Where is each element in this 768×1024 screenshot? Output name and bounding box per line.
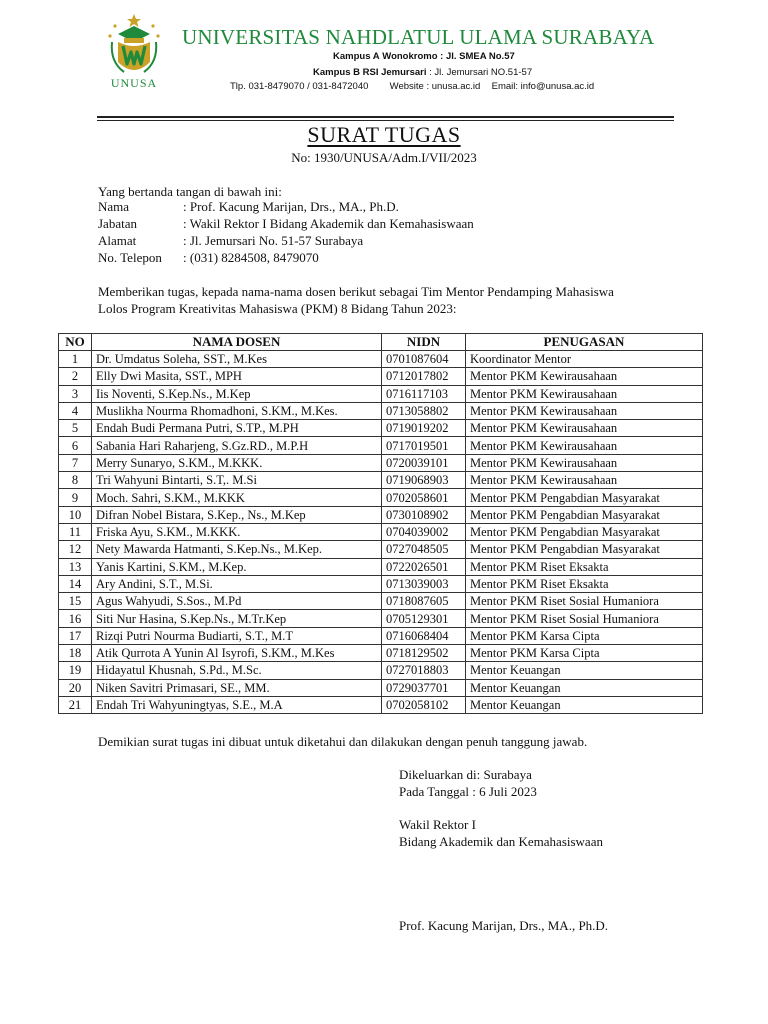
cell-name: Hidayatul Khusnah, S.Pd., M.Sc. — [92, 662, 382, 679]
cell-assignment: Mentor PKM Karsa Cipta — [466, 645, 703, 662]
cell-nidn: 0705129301 — [382, 610, 466, 627]
cell-name: Iis Noventi, S.Kep.Ns., M.Kep — [92, 385, 382, 402]
cell-assignment: Mentor PKM Pengabdian Masyarakat — [466, 506, 703, 523]
cell-assignment: Mentor Keuangan — [466, 662, 703, 679]
cell-assignment: Mentor PKM Kewirausahaan — [466, 402, 703, 419]
signer-address-label: Alamat — [98, 233, 137, 248]
cell-nidn: 0716068404 — [382, 627, 466, 644]
table-row — [59, 627, 703, 644]
table-row — [59, 420, 703, 437]
cell-no: 15 — [59, 593, 92, 610]
cell-name: Muslikha Nourma Rhomadhoni, S.KM., M.Kes. — [92, 402, 382, 419]
signer-name-value: : Prof. Kacung Marijan, Drs., MA., Ph.D. — [183, 199, 399, 214]
cell-nidn: 0701087604 — [382, 351, 466, 368]
document-number: No: 1930/UNUSA/Adm.I/VII/2023 — [291, 150, 477, 165]
table-row — [59, 472, 703, 489]
cell-no: 5 — [59, 420, 92, 437]
cell-nidn: 0713039003 — [382, 575, 466, 592]
table-row — [59, 541, 703, 558]
letterhead-divider-thin — [97, 120, 674, 121]
cell-name: Merry Sunaryo, S.KM., M.KKK. — [92, 454, 382, 471]
cell-assignment: Mentor PKM Riset Sosial Humaniora — [466, 610, 703, 627]
cell-nidn: 0722026501 — [382, 558, 466, 575]
cell-no: 13 — [59, 558, 92, 575]
cell-no: 9 — [59, 489, 92, 506]
signer-name: Prof. Kacung Marijan, Drs., MA., Ph.D. — [399, 918, 609, 933]
campus-b-address — [313, 67, 532, 78]
cell-no: 17 — [59, 627, 92, 644]
cell-nidn: 0720039101 — [382, 454, 466, 471]
cell-no: 4 — [59, 402, 92, 419]
issued-date: Pada Tanggal : 6 Juli 2023 — [399, 784, 537, 799]
cell-name: Ary Andini, S.T., M.Si. — [92, 575, 382, 592]
cell-assignment: Mentor PKM Kewirausahaan — [466, 472, 703, 489]
table-row — [59, 558, 703, 575]
cell-nidn: 0729037701 — [382, 679, 466, 696]
cell-assignment: Mentor PKM Kewirausahaan — [466, 368, 703, 385]
phone-numbers: Tlp. 031-8479070 / 031-8472040 — [230, 81, 369, 92]
cell-no: 16 — [59, 610, 92, 627]
signer-name-label: Nama — [98, 199, 130, 214]
signer-phone-label: No. Telepon — [98, 250, 162, 265]
closing-statement: Demikian surat tugas ini dibuat untuk diketahui dan dilakukan dengan penuh tanggung jawab. — [98, 734, 588, 749]
cell-nidn: 0704039002 — [382, 523, 466, 540]
cell-assignment: Mentor PKM Riset Eksakta — [466, 575, 703, 592]
cell-nidn: 0719019202 — [382, 420, 466, 437]
table-row — [59, 454, 703, 471]
cell-name: Tri Wahyuni Bintarti, S.T,. M.Si — [92, 472, 382, 489]
header-no: NO — [59, 334, 92, 351]
intro-text: Yang bertanda tangan di bawah ini: — [98, 184, 282, 199]
cell-name: Dr. Umdatus Soleha, SST., M.Kes — [92, 351, 382, 368]
cell-nidn: 0702058601 — [382, 489, 466, 506]
cell-no: 18 — [59, 645, 92, 662]
cell-no: 12 — [59, 541, 92, 558]
assignment-text-line2: Lolos Program Kreativitas Mahasiswa (PKM) 8 Bidang Tahun 2023: — [98, 301, 457, 316]
cell-assignment: Mentor PKM Karsa Cipta — [466, 627, 703, 644]
cell-name: Endah Budi Permana Putri, S.TP., M.PH — [92, 420, 382, 437]
cell-no: 6 — [59, 437, 92, 454]
email: Email: info@unusa.ac.id — [491, 81, 595, 92]
cell-name: Niken Savitri Primasari, SE., MM. — [92, 679, 382, 696]
header-nidn: NIDN — [382, 334, 466, 351]
cell-name: Difran Nobel Bistara, S.Kep., Ns., M.Kep — [92, 506, 382, 523]
cell-nidn: 0713058802 — [382, 402, 466, 419]
campus-b-label: Kampus B RSI Jemursari — [313, 67, 427, 78]
cell-assignment: Mentor PKM Kewirausahaan — [466, 437, 703, 454]
cell-name: Sabania Hari Raharjeng, S.Gz.RD., M.P.H — [92, 437, 382, 454]
cell-no: 3 — [59, 385, 92, 402]
contact-line — [230, 81, 594, 92]
cell-assignment: Mentor PKM Kewirausahaan — [466, 385, 703, 402]
signer-phone-value: : (031) 8284508, 8479070 — [183, 250, 319, 265]
header-nama-dosen: NAMA DOSEN — [92, 334, 382, 351]
cell-assignment: Mentor PKM Pengabdian Masyarakat — [466, 541, 703, 558]
cell-assignment: Mentor PKM Kewirausahaan — [466, 420, 703, 437]
cell-name: Rizqi Putri Nourma Budiarti, S.T., M.T — [92, 627, 382, 644]
cell-nidn: 0717019501 — [382, 437, 466, 454]
cell-nidn: 0716117103 — [382, 385, 466, 402]
header-penugasan: PENUGASAN — [466, 334, 703, 351]
campus-a-label: Kampus A — [333, 51, 380, 62]
table-row — [59, 575, 703, 592]
signer-position-label: Jabatan — [98, 216, 137, 231]
table-body — [59, 351, 703, 714]
cell-nidn: 0730108902 — [382, 506, 466, 523]
cell-name: Moch. Sahri, S.KM., M.KKK — [92, 489, 382, 506]
cell-assignment: Mentor PKM Riset Eksakta — [466, 558, 703, 575]
letterhead-divider-thick — [97, 116, 674, 118]
cell-no: 20 — [59, 679, 92, 696]
cell-nidn: 0719068903 — [382, 472, 466, 489]
table-row — [59, 351, 703, 368]
table-row — [59, 610, 703, 627]
cell-nidn: 0727018803 — [382, 662, 466, 679]
cell-name: Siti Nur Hasina, S.Kep.Ns., M.Tr.Kep — [92, 610, 382, 627]
cell-nidn: 0718087605 — [382, 593, 466, 610]
cell-nidn: 0712017802 — [382, 368, 466, 385]
cell-no: 8 — [59, 472, 92, 489]
cell-assignment: Mentor Keuangan — [466, 696, 703, 713]
cell-no: 7 — [59, 454, 92, 471]
cell-no: 14 — [59, 575, 92, 592]
signer-position-line2: Bidang Akademik dan Kemahasiswaan — [399, 834, 603, 849]
cell-no: 1 — [59, 351, 92, 368]
table-row — [59, 402, 703, 419]
cell-name: Agus Wahyudi, S.Sos., M.Pd — [92, 593, 382, 610]
table-row — [59, 593, 703, 610]
mentor-table — [58, 333, 703, 714]
website: Website : unusa.ac.id — [389, 81, 481, 92]
signer-address-value: : Jl. Jemursari No. 51-57 Surabaya — [183, 233, 364, 248]
assignment-text-line1: Memberikan tugas, kepada nama-nama dosen berikut sebagai Tim Mentor Pendamping Mahasiswa — [98, 284, 614, 299]
table-row — [59, 437, 703, 454]
cell-nidn: 0702058102 — [382, 696, 466, 713]
table-row — [59, 506, 703, 523]
university-logo — [104, 12, 164, 78]
table-row — [59, 645, 703, 662]
document-title — [0, 122, 768, 148]
table-row — [59, 385, 703, 402]
cell-name: Yanis Kartini, S.KM., M.Kep. — [92, 558, 382, 575]
cell-assignment: Mentor Keuangan — [466, 679, 703, 696]
cell-name: Endah Tri Wahyuningtyas, S.E., M.A — [92, 696, 382, 713]
cell-no: 19 — [59, 662, 92, 679]
table-row — [59, 523, 703, 540]
campus-a-value: Wonokromo : Jl. SMEA No.57 — [382, 51, 515, 62]
campus-b-value: : Jl. Jemursari NO.51-57 — [429, 67, 533, 78]
cell-assignment: Mentor PKM Kewirausahaan — [466, 454, 703, 471]
cell-assignment: Mentor PKM Riset Sosial Humaniora — [466, 593, 703, 610]
cell-name: Nety Mawarda Hatmanti, S.Kep.Ns., M.Kep. — [92, 541, 382, 558]
signer-position-value: : Wakil Rektor I Bidang Akademik dan Kemahasiswaan — [183, 216, 474, 231]
table-row — [59, 696, 703, 713]
cell-assignment: Koordinator Mentor — [466, 351, 703, 368]
cell-no: 2 — [59, 368, 92, 385]
issued-at: Dikeluarkan di: Surabaya — [399, 767, 532, 782]
cell-name: Atik Qurrota A Yunin Al Isyrofi, S.KM., M.Kes — [92, 645, 382, 662]
cell-name: Elly Dwi Masita, SST., MPH — [92, 368, 382, 385]
table-row — [59, 489, 703, 506]
title-text: SURAT TUGAS — [307, 122, 461, 147]
cell-name: Friska Ayu, S.KM., M.KKK. — [92, 523, 382, 540]
cell-no: 11 — [59, 523, 92, 540]
cell-no: 10 — [59, 506, 92, 523]
cell-no: 21 — [59, 696, 92, 713]
cell-nidn: 0727048505 — [382, 541, 466, 558]
table-row — [59, 679, 703, 696]
campus-a-address — [333, 51, 515, 62]
cell-assignment: Mentor PKM Pengabdian Masyarakat — [466, 523, 703, 540]
cell-nidn: 0718129502 — [382, 645, 466, 662]
logo-wordmark: UNUSA — [110, 76, 158, 90]
university-name: UNIVERSITAS NAHDLATUL ULAMA SURABAYA — [182, 25, 655, 49]
cell-assignment: Mentor PKM Pengabdian Masyarakat — [466, 489, 703, 506]
table-header-row — [59, 334, 703, 351]
signer-position-line1: Wakil Rektor I — [399, 817, 476, 832]
table-row — [59, 368, 703, 385]
table-row — [59, 662, 703, 679]
